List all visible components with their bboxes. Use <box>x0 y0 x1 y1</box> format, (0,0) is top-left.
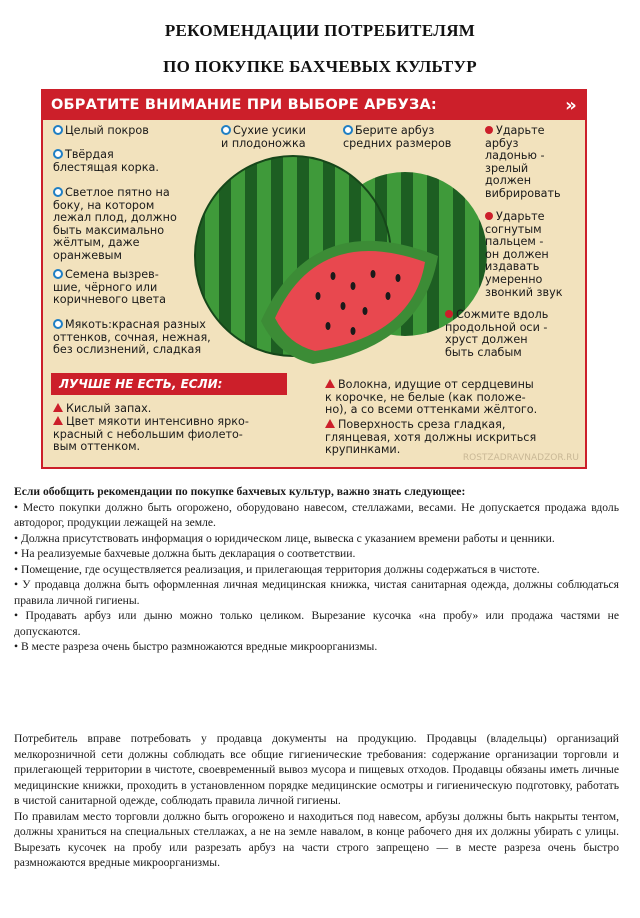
paragraph-trade-rules: По правилам место торговли должно быть огорожено и находиться под навесом, арбузы должны быть накрыты тентом, должны храниться на специальных стеллажах, а не на земле навалом, в конце рабочего дня их должны убирать с улицы. Вырезать кусочек на пробу или разрезать арбуз на части строго запрещено — в месте разреза очень быстро размножаются вредные микроорганизмы. <box>14 809 619 869</box>
tip-slap: Ударьте арбуз ладонью - зрелый должен вибрировать <box>485 124 561 200</box>
avoid-glossy-cut: Поверхность среза гладкая, глянцевая, хотя должны искриться крупинками. <box>325 418 537 457</box>
check-icon <box>53 319 63 329</box>
list-item: • Продавать арбуз или дыню можно только целиком. Вырезание кусочка «на пробу» или продажа частями не допускаются. <box>14 609 619 638</box>
warning-icon <box>53 416 63 425</box>
page-title-line2: ПО ПОКУПКЕ БАХЧЕВЫХ КУЛЬТУР <box>163 57 477 76</box>
recommendations-heading: Если обобщить рекомендации по покупке бахчевых культур, важно знать следующее: <box>14 485 466 498</box>
consumer-rights-section <box>14 731 619 871</box>
check-icon <box>221 125 231 135</box>
banner-text: ОБРАТИТЕ ВНИМАНИЕ ПРИ ВЫБОРЕ АРБУЗА: <box>51 97 437 113</box>
bullet-dot-icon <box>445 310 453 318</box>
warning-icon <box>53 403 63 412</box>
chevron-right-icon: » <box>565 95 577 116</box>
page-title-line1: РЕКОМЕНДАЦИИ ПОТРЕБИТЕЛЯМ <box>164 21 476 40</box>
avoid-banner: ЛУЧШЕ НЕ ЕСТЬ, ЕСЛИ: <box>51 373 287 395</box>
check-icon <box>53 125 63 135</box>
check-icon <box>343 125 353 135</box>
check-icon <box>53 269 63 279</box>
tip-seeds: Семена вызрев- шие, чёрного или коричневого цвета <box>53 268 166 307</box>
tip-whole-cover: Целый покров <box>53 125 149 138</box>
bullet-dot-icon <box>485 126 493 134</box>
list-item: • Помещение, где осуществляется реализация, и прилегающая территория должны содержаться в чистоте. <box>14 562 540 576</box>
tip-dry-stem: Сухие усики и плодоножка <box>221 124 306 150</box>
tip-squeeze: Сожмите вдоль продольной оси - хруст должен быть слабым <box>445 308 549 359</box>
tip-knock: Ударьте согнутым пальцем - он должен издавать умеренно звонкий звук <box>485 210 563 299</box>
warning-icon <box>325 419 335 428</box>
check-icon <box>53 187 63 197</box>
list-item: • Место покупки должно быть огорожено, оборудовано навесом, стеллажами, весами. Не допускается продажа вдоль автодорог, продукции лежащей на земле. <box>14 500 619 529</box>
avoid-yellow-fibers: Волокна, идущие от сердцевины к корочке, не белые (как положе- но), а со всеми оттенками жёлтого. <box>325 378 538 417</box>
list-item: • Должна присутствовать информация о юридическом лице, вывеска с указанием времени работы и ценники. <box>14 531 555 545</box>
bullet-dot-icon <box>485 212 493 220</box>
poster-banner <box>43 91 585 120</box>
watermelon-infographic <box>41 89 587 469</box>
warning-icon <box>325 379 335 388</box>
tip-hard-rind: Твёрдая блестящая корка. <box>53 148 159 174</box>
list-item: • В месте разреза очень быстро размножаются вредные микроорганизмы. <box>14 640 378 653</box>
paragraph-documents: Потребитель вправе потребовать у продавца документы на продукцию. Продавцы (владельцы) организаций мелкорозничной сети должны соблюдать все общие гигиенические требования: содержание организации торговли и прилегающей территории в чистоте, своевременный вывоз мусора и пищевых отходов. Продавцы обязаны иметь личные медицинские книжки, проходить в установленном порядке медицинские осмотры и гигиеническую подготовку, работать в чистой санитарной одежде, соблюдать правила личной гигиены. <box>14 732 619 807</box>
list-item: • На реализуемые бахчевые должна быть декларация о соответствии. <box>14 547 356 560</box>
recommendations-list <box>14 484 619 655</box>
check-icon <box>53 149 63 159</box>
list-item: • У продавца должна быть оформленная личная медицинская книжка, чистая санитарная одежда, должны соблюдаться правила личной гигиены. <box>14 578 619 607</box>
watermark: ROSTZADRAVNADZOR.RU <box>462 453 579 463</box>
avoid-sour-smell: Кислый запах. <box>53 403 151 416</box>
tip-yellow-spot: Светлое пятно на боку, на котором лежал плод, должно быть максимально жёлтым, даже оранжевым <box>53 186 177 262</box>
tip-medium-size: Берите арбуз средних размеров <box>343 124 452 150</box>
avoid-bright-color: Цвет мякоти интенсивно ярко- красный с небольшим фиолето- вым оттенком. <box>53 415 249 454</box>
tip-flesh: Мякоть:красная разных оттенков, сочная, нежная, без ослизнений, сладкая <box>53 318 211 357</box>
